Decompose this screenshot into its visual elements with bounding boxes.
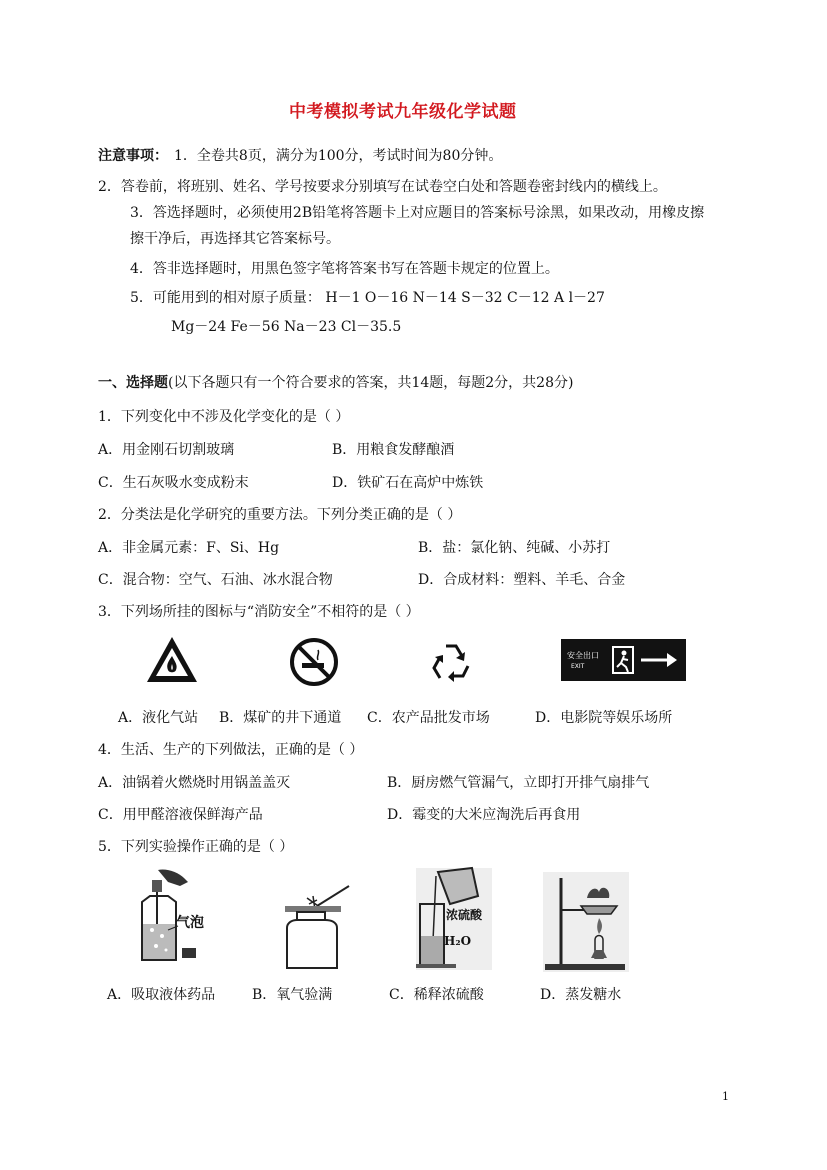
q2-option-a: A．非金属元素：F、Si、Hg [98,540,280,556]
q3-option-d: D．电影院等娱乐场所 [535,710,673,726]
recycle-icon [426,640,476,688]
note-5b: Mg－24 Fe－56 Na－23 Cl－35.5 [171,319,402,335]
q4-option-b: B．厨房燃气管漏气，立即打开排气扇排气 [387,775,650,791]
q1-option-c: C．生石灰吸水变成粉末 [98,475,249,491]
section-desc: (以下各题只有一个符合要求的答案，共14题，每题2分，共28分) [168,375,574,391]
note-2: 2．答卷前，将班别、姓名、学号按要求分别填写在试卷空白处和答题卷密封线内的横线上。 [98,179,667,195]
section-heading [98,374,573,392]
q5-option-d: D．蒸发糖水 [540,987,622,1003]
exit-sign-cn: 安全出口 [567,651,599,660]
section-title: 一、选择题 [98,375,168,391]
exit-sign-en: EXIT [571,663,585,670]
exit-runner-arrow-icon [611,645,681,675]
q4-stem: 4．生活、生产的下列做法，正确的是（ ） [98,742,364,758]
no-smoking-icon [288,636,340,688]
q2-option-c: C．混合物：空气、石油、冰水混合物 [98,572,333,588]
exit-sign-icon [561,639,686,681]
q4-option-a: A．油锅着火燃烧时用锅盖盖灭 [98,775,291,791]
dropper-bottle-figure [128,868,214,970]
water-label: H₂O [444,934,472,948]
q4-option-c: C．用甲醛溶液保鲜海产品 [98,807,263,823]
q3-option-c: C．农产品批发市场 [367,710,490,726]
q3-option-a: A．液化气站 [118,710,199,726]
q2-stem: 2．分类法是化学研究的重要方法。下列分类正确的是（ ） [98,507,462,523]
q2-option-d: D．合成材料：塑料、羊毛、合金 [418,572,626,588]
q4-option-d: D．霉变的大米应淘洗后再食用 [387,807,581,823]
note-3b: 擦干净后，再选择其它答案标号。 [130,231,340,247]
dilute-acid-figure [414,866,494,972]
flammable-warning-icon [144,634,200,686]
note-1: 1．全卷共8页，满分为100分，考试时间为80分钟。 [174,148,503,164]
q5-option-c: C．稀释浓硫酸 [389,987,484,1003]
q1-option-b: B．用粮食发酵酿酒 [332,442,455,458]
q5-option-b: B．氧气验满 [252,987,333,1003]
q3-option-b: B．煤矿的井下通道 [219,710,342,726]
q1-stem: 1．下列变化中不涉及化学变化的是（ ） [98,409,350,425]
page-title: 中考模拟考试九年级化学试题 [289,102,517,122]
q3-stem: 3．下列场所挂的图标与“消防安全”不相符的是（ ） [98,604,420,620]
q1-option-d: D．铁矿石在高炉中炼铁 [332,475,484,491]
acid-label: 浓硫酸 [446,908,483,922]
evaporation-figure [541,870,631,974]
q5-option-a: A．吸取液体药品 [107,987,216,1003]
q2-option-b: B．盐：氯化钠、纯碱、小苏打 [418,540,611,556]
note-3a: 3．答选择题时，必须使用2B铅笔将答题卡上对应题目的答案标号涂黑，如果改动，用橡皮擦 [130,205,705,221]
q1-option-a: A．用金刚石切割玻璃 [98,442,235,458]
page-number: 1 [722,1090,729,1103]
q5-stem: 5．下列实验操作正确的是（ ） [98,839,294,855]
oxygen-test-figure [279,880,353,972]
note-5a: 5．可能用到的相对原子质量： H－1 O－16 N－14 S－32 C－12 A l－27 [130,290,605,306]
bubble-label: 气泡 [176,915,204,931]
note-4: 4．答非选择题时，用黑色签字笔将答案书写在答题卡规定的位置上。 [130,261,559,277]
notes-label: 注意事项： [98,148,168,164]
